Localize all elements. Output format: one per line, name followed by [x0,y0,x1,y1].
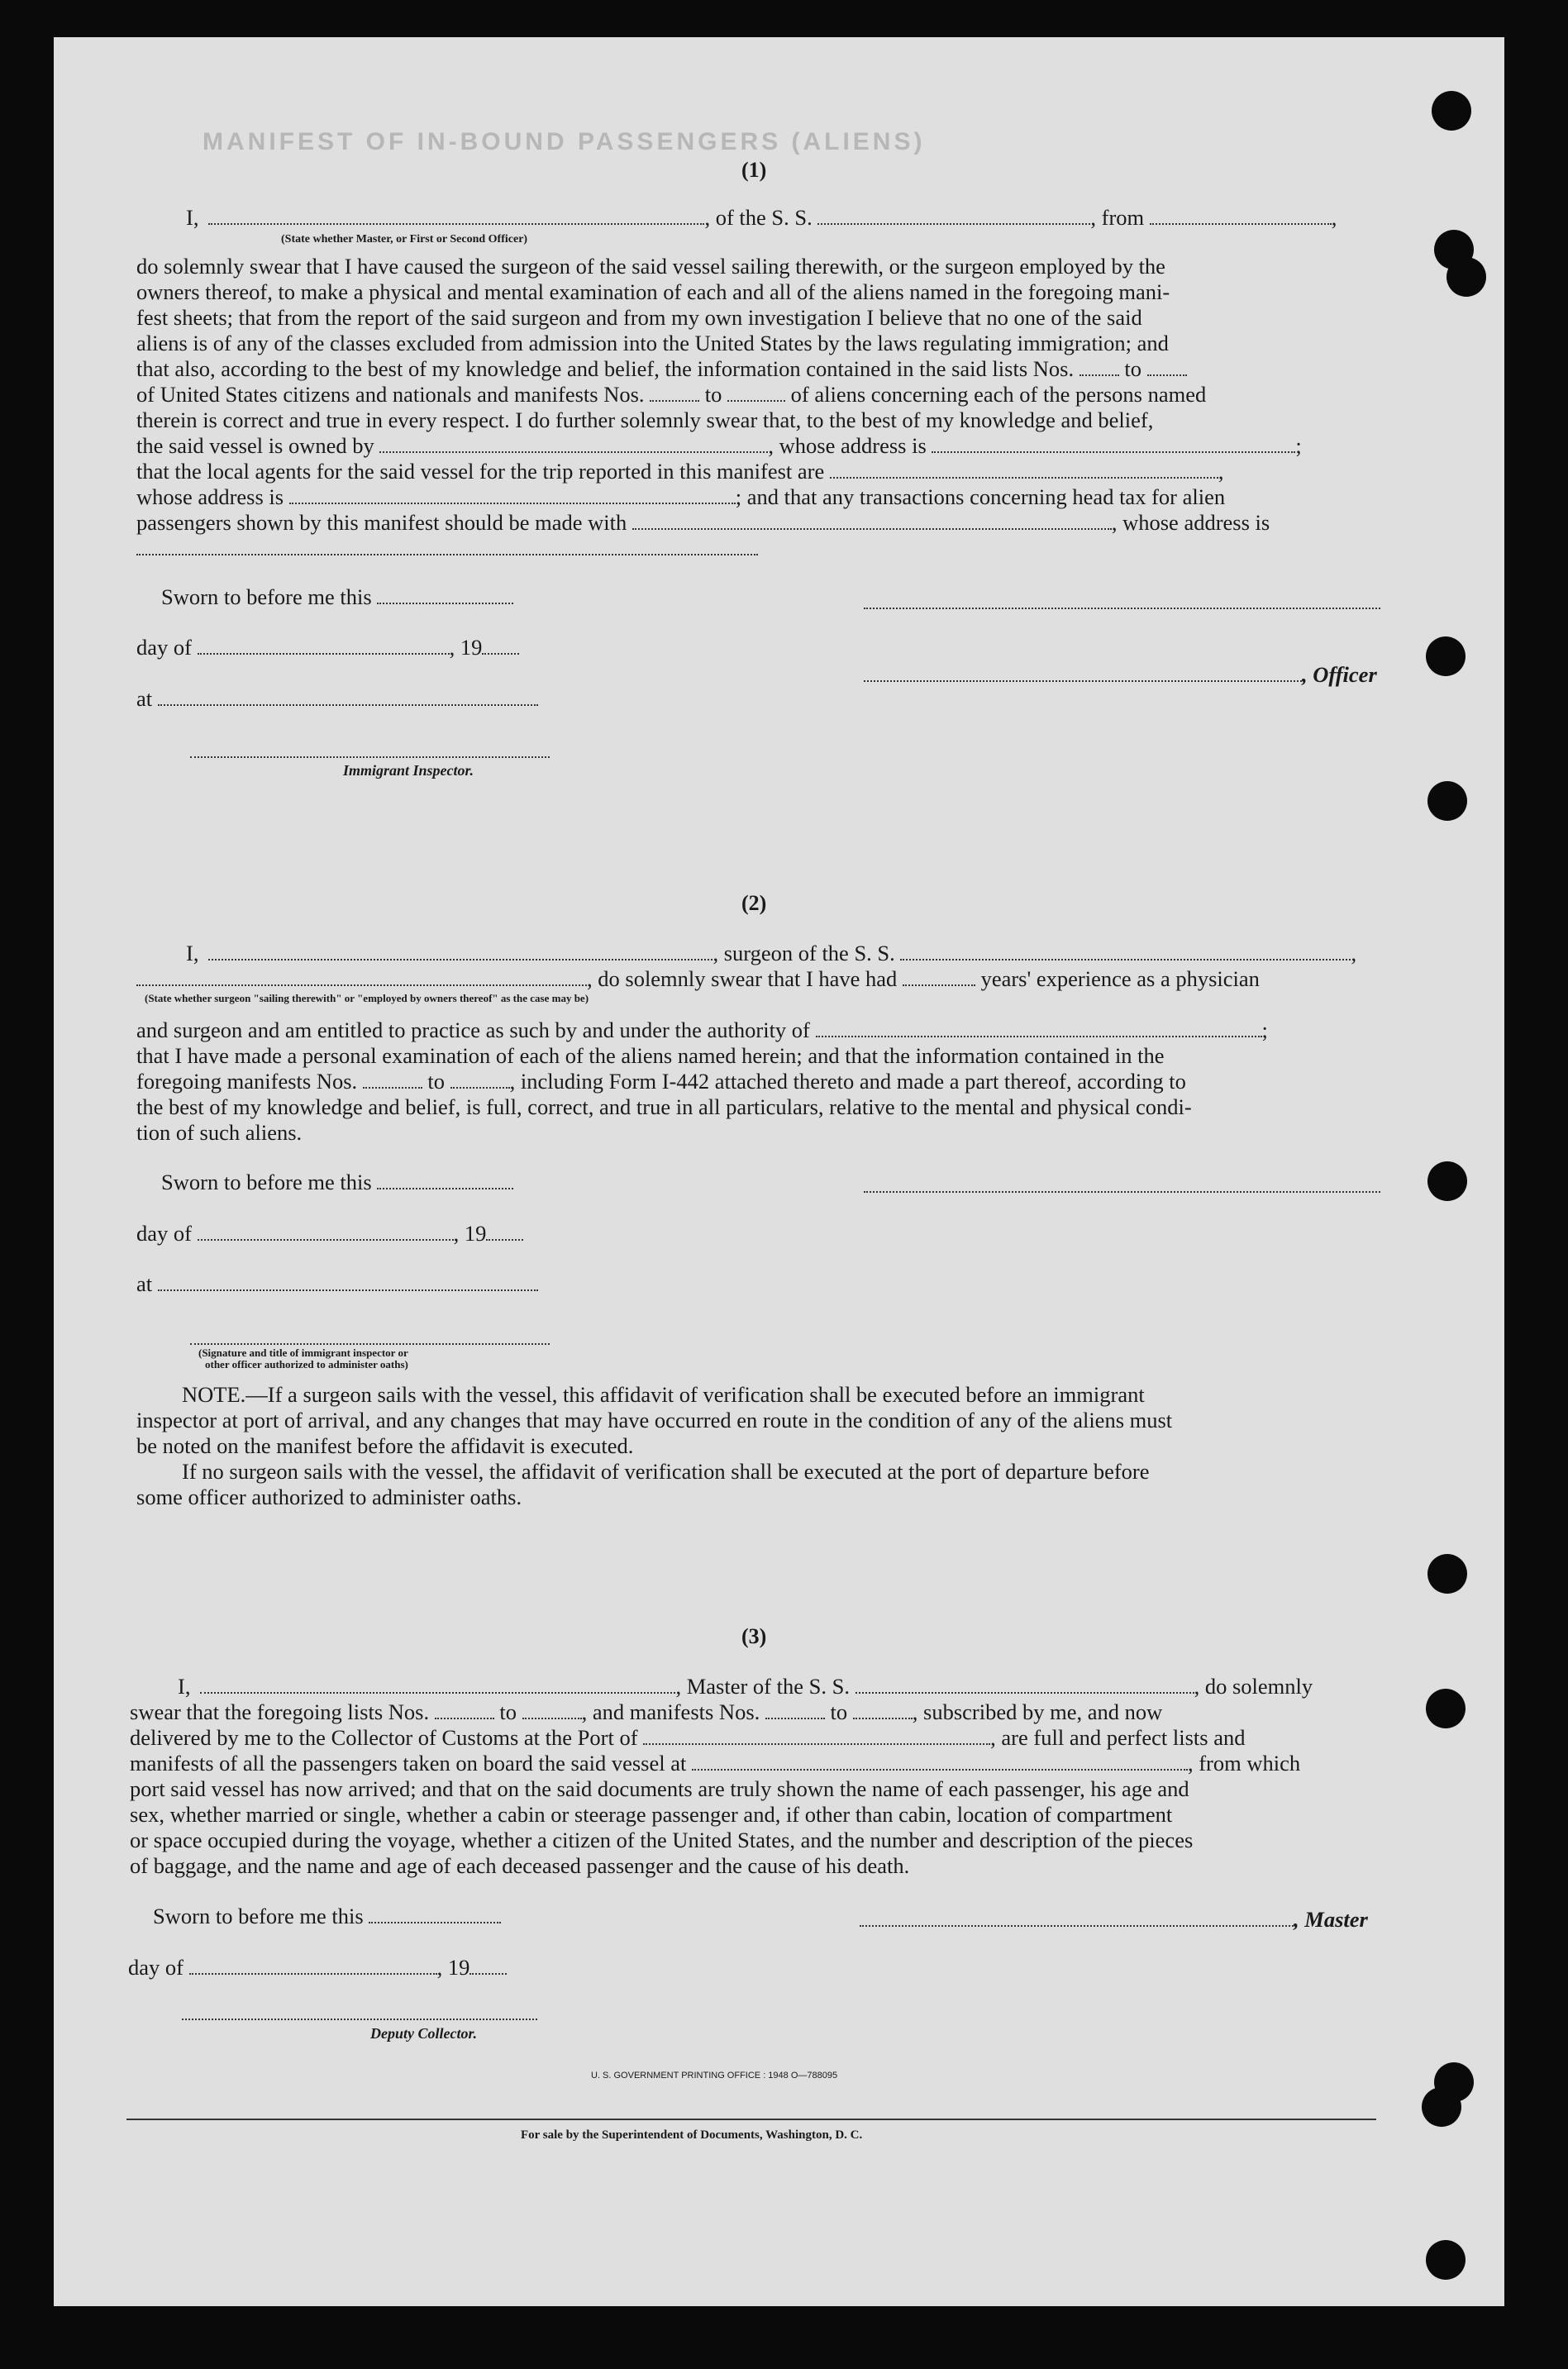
s2-note-4: If no surgeon sails with the vessel, the affidavit of verification shall be executed at the port of departure before [182,1459,1150,1484]
s1-officer-title-field[interactable] [864,665,1302,682]
s2-status-note: (State whether surgeon "sailing therewith" or "employed by owners thereof" as the case may be) [145,992,589,1004]
s2-dayof-label: day of , 19 [136,1221,523,1246]
s2-sig-note-2: other officer authorized to administer oaths) [205,1358,408,1370]
punch-hole [1432,91,1471,131]
s2-sig-note-1: (Signature and title of immigrant inspector or [198,1347,408,1359]
s3-line-1: I, , Master of the S. S. , do solemnly [178,1674,1313,1699]
s2-manifests-to-field[interactable] [450,1072,510,1089]
s3-dayof-label: day of , 19 [128,1955,507,1981]
authority-field[interactable] [816,1021,1262,1037]
s1-dayof-label: day of , 19 [136,635,519,660]
local-agents-field[interactable] [830,462,1218,479]
s2-sworn-label: Sworn to before me this [161,1170,513,1195]
s1-inspector-signature-line[interactable] [190,756,550,758]
s3-lists-to-field[interactable] [522,1703,582,1719]
surgeon-status-field[interactable] [136,970,587,986]
s3-para-4: port said vessel has now arrived; and that on the said documents are truly shown the name of each passenger, his age and [130,1776,1189,1801]
section-2-number: (2) [741,891,767,915]
s3-collector-signature-line[interactable] [182,2019,537,2020]
s3-sworn-label: Sworn to before me this [153,1904,501,1929]
s3-port-field[interactable] [643,1728,990,1745]
head-tax-contact-field[interactable] [632,513,1112,530]
owner-address-field[interactable] [932,436,1295,453]
s2-inspector-signature-line[interactable] [190,1343,550,1345]
s2-para-5: tion of such aliens. [136,1120,303,1145]
s2-at-place-field[interactable] [158,1275,538,1291]
manifests-to-field[interactable] [727,385,785,402]
officer-rank-field[interactable] [208,208,704,225]
punch-hole [1426,2240,1466,2280]
s2-year-field[interactable] [486,1224,523,1241]
section-1-number: (1) [741,158,767,182]
s1-para-10: whose address is ; and that any transactions concerning head tax for alien [136,484,1226,509]
s1-rank-note: (State whether Master, or First or Second Officer) [281,233,528,245]
s2-para-3: foregoing manifests Nos. to , including Form I-442 attached thereto and made a part thereof, according to [136,1069,1186,1094]
gpo-imprint: U. S. GOVERNMENT PRINTING OFFICE : 1948 O—788095 [591,2071,838,2081]
s3-para-3: manifests of all the passengers taken on board the said vessel at , from which [130,1751,1301,1776]
s3-para-7: of baggage, and the name and age of each deceased passenger and the cause of his death. [130,1853,910,1878]
s3-lists-from-field[interactable] [435,1703,494,1719]
s3-year-field[interactable] [469,1958,507,1975]
s3-para-6: or space occupied during the voyage, whether a citizen of the United States, and the number and description of the pieces [130,1828,1194,1852]
s1-line-1: I, , of the S. S. , from , [186,205,1337,230]
s1-inspector-caption: Immigrant Inspector. [343,762,474,779]
form-sheet [54,37,1504,2306]
s1-month-field[interactable] [198,638,450,655]
s1-at-label: at [136,686,538,712]
vessel-name-field[interactable] [817,208,1090,225]
s2-sworn-date-field[interactable] [377,1173,513,1189]
s2-note-5: some officer authorized to administer oaths. [136,1485,522,1509]
punch-hole [1446,257,1486,297]
surgeon-name-field[interactable] [208,944,713,960]
s1-para-2: owners thereof, to make a physical and mental examination of each and all of the aliens named in the foregoing mani- [136,279,1170,304]
punch-hole [1426,636,1466,676]
s1-para-6: of United States citizens and nationals and manifests Nos. to of aliens concerning each of the persons named [136,382,1207,407]
punch-hole [1426,1689,1466,1728]
s2-para-2: that I have made a personal examination of each of the aliens named herein; and that the information contained in the [136,1043,1165,1068]
s2-note-1: NOTE.—If a surgeon sails with the vessel, this affidavit of verification shall be executed before an immigrant [182,1382,1145,1407]
s3-embark-port-field[interactable] [692,1754,1188,1771]
s3-master-name-field[interactable] [200,1677,675,1694]
s1-sworn-date-field[interactable] [377,588,513,604]
s3-month-field[interactable] [189,1958,437,1975]
s2-surgeon-signature-line[interactable] [864,1191,1380,1193]
s2-para-4: the best of my knowledge and belief, is full, correct, and true in all particulars, relative to the mental and physical condi- [136,1094,1192,1119]
s3-para-5: sex, whether married or single, whether a cabin or steerage passenger and, if other than cabin, location of compartment [130,1802,1173,1827]
punch-hole [1427,1554,1467,1594]
s1-para-4: aliens is of any of the classes excluded from admission into the United States by the laws regulating immigration; and [136,331,1169,355]
from-port-field[interactable] [1150,208,1332,225]
s1-para-7: therein is correct and true in every respect. I do further solemnly swear that, to the best of my knowledge and belief, [136,408,1154,432]
s3-manifests-to-field[interactable] [853,1703,913,1719]
head-tax-address-field[interactable] [136,554,758,555]
s2-note-3: be noted on the manifest before the affidavit is executed. [136,1433,634,1458]
punch-hole [1427,1161,1467,1201]
s3-sworn-date-field[interactable] [369,1907,501,1923]
punch-hole [1427,781,1467,821]
s3-para-1: swear that the foregoing lists Nos. to , and manifests Nos. to , subscribed by me, and now [130,1699,1163,1724]
agents-address-field[interactable] [289,488,736,504]
s2-line-2: , do solemnly swear that I have had years' experience as a physician [136,966,1260,992]
manifests-from-field[interactable] [650,385,699,402]
s3-collector-caption: Deputy Collector. [370,2025,477,2042]
s2-para-1: and surgeon and am entitled to practice as such by and under the authority of ; [136,1018,1268,1042]
ghost-header: MANIFEST OF IN-BOUND PASSENGERS (ALIENS) [203,128,926,155]
s3-manifests-from-field[interactable] [765,1703,825,1719]
s1-at-place-field[interactable] [158,689,538,706]
footer-rule [126,2119,1376,2120]
s1-para-1: do solemnly swear that I have caused the surgeon of the said vessel sailing therewith, or the surgeon employed by the [136,254,1165,279]
lists-to-field[interactable] [1147,360,1187,376]
s3-vessel-field[interactable] [855,1677,1194,1694]
owner-field[interactable] [379,436,768,453]
s1-para-5: that also, according to the best of my knowledge and belief, the information contained in the said lists Nos. to [136,356,1187,382]
s1-officer-label: , Officer [864,662,1377,688]
section-3-number: (3) [741,1624,767,1648]
s1-sworn-label: Sworn to before me this [161,584,513,610]
s3-master-label: , Master [860,1907,1368,1933]
s1-year-field[interactable] [482,638,519,655]
s2-at-label: at [136,1271,538,1297]
punch-hole [1422,2087,1461,2127]
s2-manifests-from-field[interactable] [363,1072,422,1089]
sale-notice: For sale by the Superintendent of Documents, Washington, D. C. [521,2128,863,2142]
s2-note-2: inspector at port of arrival, and any changes that may have occurred en route in the condition of any of the aliens must [136,1408,1173,1432]
s3-master-signature-line[interactable] [860,1910,1294,1927]
lists-from-field[interactable] [1079,360,1119,376]
s1-para-9: that the local agents for the said vessel for the trip reported in this manifest are , [136,459,1224,484]
s2-line-1: I, , surgeon of the S. S. , [186,941,1357,965]
s1-para-11: passengers shown by this manifest should be made with , whose address is [136,510,1270,535]
s1-para-8: the said vessel is owned by , whose address is ; [136,433,1302,458]
s3-para-2: delivered by me to the Collector of Customs at the Port of , are full and perfect lists and [130,1725,1246,1750]
s1-officer-signature-line[interactable] [864,608,1380,609]
s1-para-3: fest sheets; that from the report of the said surgeon and from my own investigation I believe that no one of the said [136,305,1142,330]
s2-month-field[interactable] [198,1224,454,1241]
s2-vessel-field[interactable] [900,944,1351,960]
years-experience-field[interactable] [903,970,975,986]
